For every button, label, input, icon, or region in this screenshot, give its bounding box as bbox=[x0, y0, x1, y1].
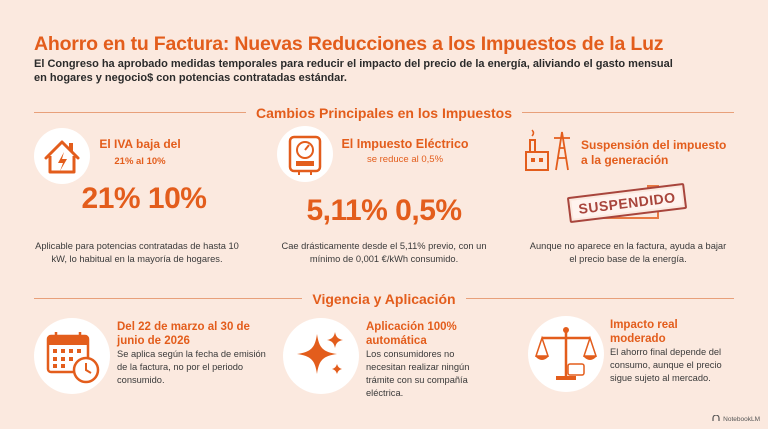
impacto-description: El ahorro final depende del consumo, aunque el precio sigue sujeto al mercado. bbox=[610, 347, 722, 383]
sparkle-icon bbox=[283, 318, 359, 394]
page-title: Ahorro en tu Factura: Nuevas Reducciones a los Impuestos de la Luz bbox=[34, 33, 664, 55]
iva-big-value: 21% 10% bbox=[81, 182, 207, 215]
electrico-heading: El Impuesto Eléctrico bbox=[341, 137, 469, 151]
house-lightning-icon bbox=[34, 128, 90, 184]
brand-footer bbox=[712, 415, 760, 423]
generacion-heading: Suspensión del impuesto a la generación bbox=[581, 138, 727, 167]
iva-description: Aplicable para potencias contratadas de hasta 10 kW, lo habitual en la mayoría de hogares. bbox=[35, 241, 239, 264]
impacto-heading: Impacto real moderado bbox=[610, 319, 678, 345]
vigencia-description: Se aplica según la fecha de emisión de la factura, no por el periodo consumido. bbox=[117, 349, 266, 385]
brand-label: NotebookLM bbox=[723, 415, 760, 423]
notebooklm-logo-icon bbox=[712, 415, 720, 423]
vigencia-heading: Del 22 de marzo al 30 de junio de 2026 bbox=[117, 321, 250, 347]
balance-scale-icon bbox=[528, 316, 604, 392]
generacion-description: Aunque no aparece en la factura, ayuda a bajar el precio base de la energía. bbox=[529, 241, 727, 264]
section-header-impuestos bbox=[0, 103, 768, 123]
calendar-clock-icon bbox=[34, 318, 110, 394]
page-subtitle: El Congreso ha aprobado medidas temporales para reducir el impacto del precio de la energía, aliviando el gasto mensual en hogares y negocio$ con potencias contratadas estándar. bbox=[34, 58, 673, 84]
iva-heading: El IVA baja del bbox=[99, 137, 181, 151]
iva-subheading: 21% al 10% bbox=[114, 156, 166, 167]
electric-meter-icon bbox=[277, 126, 333, 182]
section-title: Cambios Principales en los Impuestos bbox=[246, 105, 522, 121]
power-plant-icon bbox=[524, 128, 576, 172]
electrico-subheading: se reduce al 0,5% bbox=[366, 154, 444, 165]
automatica-heading: Aplicación 100% automática bbox=[366, 321, 457, 347]
electrico-big-value: 5,11% 0,5% bbox=[306, 194, 462, 227]
suspendido-stamp: SUSPENDIDO bbox=[567, 183, 687, 223]
section-title: Vigencia y Aplicación bbox=[302, 291, 465, 307]
section-header-vigencia bbox=[0, 289, 768, 309]
automatica-description: Los consumidores no necesitan realizar ningún trámite con su compañía eléctrica. bbox=[366, 349, 470, 398]
electrico-description: Cae drásticamente desde el 5,11% previo, con un mínimo de 0,001 €/kWh consumido. bbox=[281, 241, 487, 264]
